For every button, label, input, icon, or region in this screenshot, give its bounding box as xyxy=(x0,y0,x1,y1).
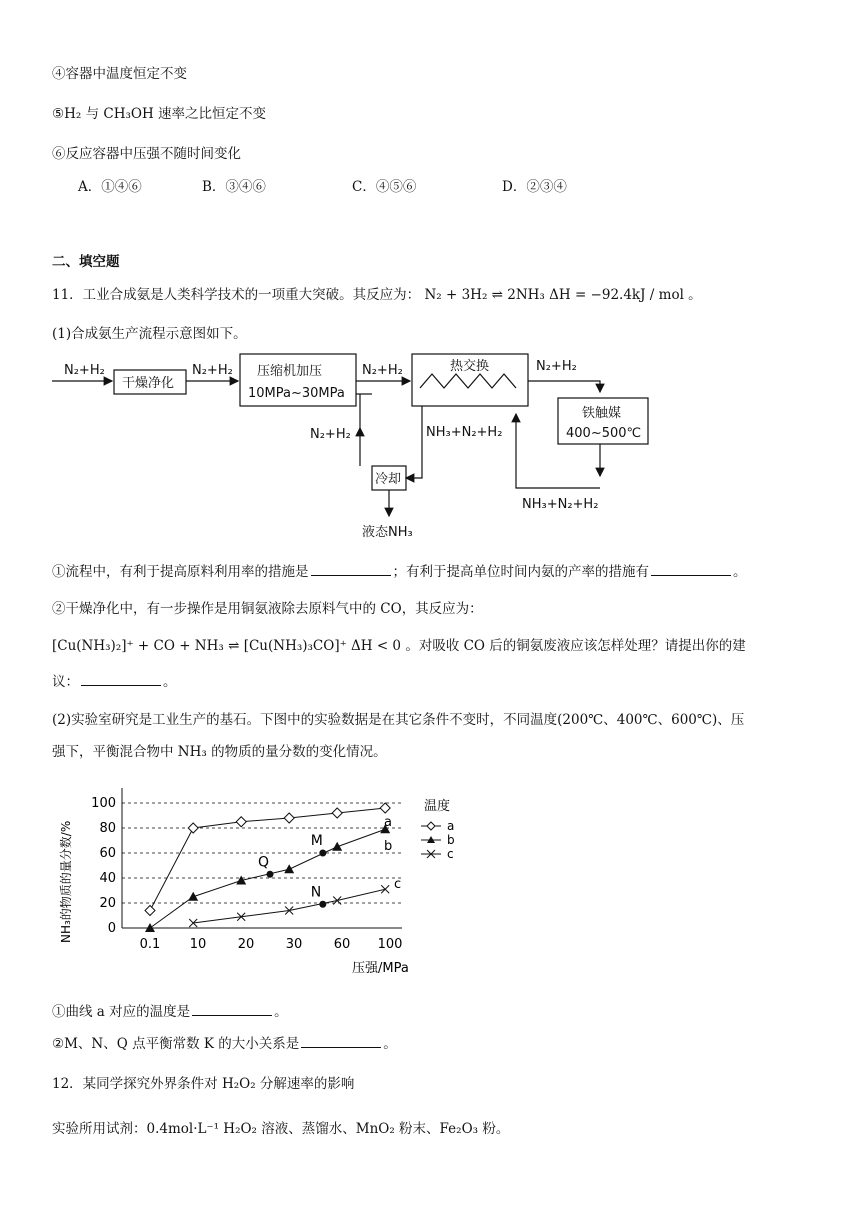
point-N xyxy=(319,901,326,908)
q11-2b: ②M、N、Q 点平衡常数 K 的大小关系是 。 xyxy=(52,1036,397,1052)
marker-a xyxy=(145,906,155,916)
legend-label-a: a xyxy=(447,819,455,833)
marker-b xyxy=(284,864,294,873)
point-Q xyxy=(267,871,274,878)
q11-1a: ①流程中，有利于提高原料利用率的措施是 ；有利于提高单位时间内氨的产率的措施有 。 xyxy=(52,564,747,580)
point-label-N: N xyxy=(310,884,322,901)
legend-marker-a xyxy=(427,822,435,830)
answer-blank-2[interactable] xyxy=(651,563,731,576)
section-title: 二、填空题 xyxy=(52,254,120,270)
flow-recycle: N₂+H₂ xyxy=(310,427,351,442)
y-axis-label: NH₃的物质的量分数/% xyxy=(59,820,73,943)
option-d: D．②③④ xyxy=(502,179,567,195)
marker-c xyxy=(381,885,389,893)
q10-item6: ⑥反应容器中压强不随时间变化 xyxy=(52,146,241,162)
marker-c xyxy=(333,897,341,905)
y-tick-label: 40 xyxy=(99,871,116,886)
curve-label-a: a xyxy=(384,815,392,830)
answer-blank-5[interactable] xyxy=(301,1035,381,1048)
flow-mid2: N₂+H₂ xyxy=(362,363,403,378)
q10-item4: ④容器中温度恒定不变 xyxy=(52,66,187,82)
q11-part2-a: (2)实验室研究是工业生产的基石。下图中的实验数据是在其它条件不变时，不同温度(200℃、400℃、600℃)、压 xyxy=(52,712,745,728)
series-line-c xyxy=(193,889,385,923)
y-tick-label: 80 xyxy=(99,821,116,836)
flow-dry: 干燥净化 xyxy=(122,376,175,391)
answer-blank-4[interactable] xyxy=(192,1003,272,1016)
q11-1c: [Cu(NH₃)₂]⁺ + CO + NH₃ ⇌ [Cu(NH₃)₃CO]⁺ ΔH < 0 。对吸收 CO 后的铜氨废液应该怎样处理？请提出你的建 xyxy=(52,638,746,654)
x-tick-label: 0.1 xyxy=(139,937,161,952)
flow-diagram xyxy=(52,348,642,548)
q11-1b: ②干燥净化中，有一步操作是用铜氨液除去原料气中的 CO，其反应为： xyxy=(52,601,483,617)
answer-blank-3[interactable] xyxy=(81,673,161,686)
marker-b xyxy=(188,892,198,901)
q11-part1: (1)合成氨生产流程示意图如下。 xyxy=(52,326,247,342)
flow-compress-2: 10MPa~30MPa xyxy=(248,386,345,401)
x-tick-label: 10 xyxy=(189,937,207,952)
legend-label-b: b xyxy=(447,833,455,847)
marker-a xyxy=(284,813,294,823)
y-tick-label: 60 xyxy=(99,846,116,861)
q11-part2-b: 强下，平衡混合物中 NH₃ 的物质的量分数的变化情况。 xyxy=(52,744,387,760)
flow-liquid: 液态NH₃ xyxy=(362,525,413,540)
x-tick-label: 60 xyxy=(333,937,351,952)
point-label-M: M xyxy=(310,833,323,849)
y-tick-label: 100 xyxy=(91,796,116,811)
marker-a xyxy=(380,803,390,813)
flow-cat-1: 铁触媒 xyxy=(582,406,622,421)
answer-blank-1[interactable] xyxy=(311,563,391,576)
marker-b xyxy=(332,842,342,851)
q11-1d: 议： 。 xyxy=(52,674,177,690)
flow-mix-up: NH₃+N₂+H₂ xyxy=(426,425,503,440)
marker-a xyxy=(332,808,342,818)
q12-stem: 12．某同学探究外界条件对 H₂O₂ 分解速率的影响 xyxy=(52,1076,355,1092)
flow-mid3: N₂+H₂ xyxy=(536,359,577,374)
flow-cool: 冷却 xyxy=(375,472,402,487)
curve-label-b: b xyxy=(384,839,393,854)
q11-2a: ①曲线 a 对应的温度是 。 xyxy=(52,1004,288,1020)
marker-a xyxy=(188,823,198,833)
x-axis-label: 压强/MPa xyxy=(352,961,409,976)
option-b: B．③④⑥ xyxy=(202,179,266,195)
q12-reagents: 实验所用试剂：0.4mol·L⁻¹ H₂O₂ 溶液、蒸馏水、MnO₂ 粉末、Fe₂O₃ 粉。 xyxy=(52,1121,510,1137)
marker-a xyxy=(236,817,246,827)
point-M xyxy=(319,850,326,857)
flow-heat: 热交换 xyxy=(450,359,490,374)
curve-label-c: c xyxy=(394,877,402,892)
legend-label-c: c xyxy=(447,847,454,861)
point-label-Q: Q xyxy=(258,854,270,871)
flow-cat-2: 400~500℃ xyxy=(566,426,642,441)
x-tick-label: 30 xyxy=(285,937,303,952)
option-c: C．④⑤⑥ xyxy=(352,179,417,195)
nh3-chart xyxy=(52,768,472,978)
flow-in-label: N₂+H₂ xyxy=(64,363,105,378)
flow-compress-1: 压缩机加压 xyxy=(257,364,323,379)
q11-stem: 11．工业合成氨是人类科学技术的一项重大突破。其反应为： N₂ + 3H₂ ⇌ 2NH₃ ΔH = −92.4kJ / mol 。 xyxy=(52,287,702,303)
flow-mix-low: NH₃+N₂+H₂ xyxy=(522,497,599,512)
flow-mid1: N₂+H₂ xyxy=(192,363,233,378)
x-tick-label: 20 xyxy=(237,937,255,952)
y-tick-label: 0 xyxy=(107,921,116,936)
legend-title: 温度 xyxy=(424,799,451,814)
y-tick-label: 20 xyxy=(99,896,116,911)
q10-item5: ⑤H₂ 与 CH₃OH 速率之比恒定不变 xyxy=(52,106,267,122)
x-tick-label: 100 xyxy=(377,937,403,952)
option-a: A．①④⑥ xyxy=(78,179,142,195)
